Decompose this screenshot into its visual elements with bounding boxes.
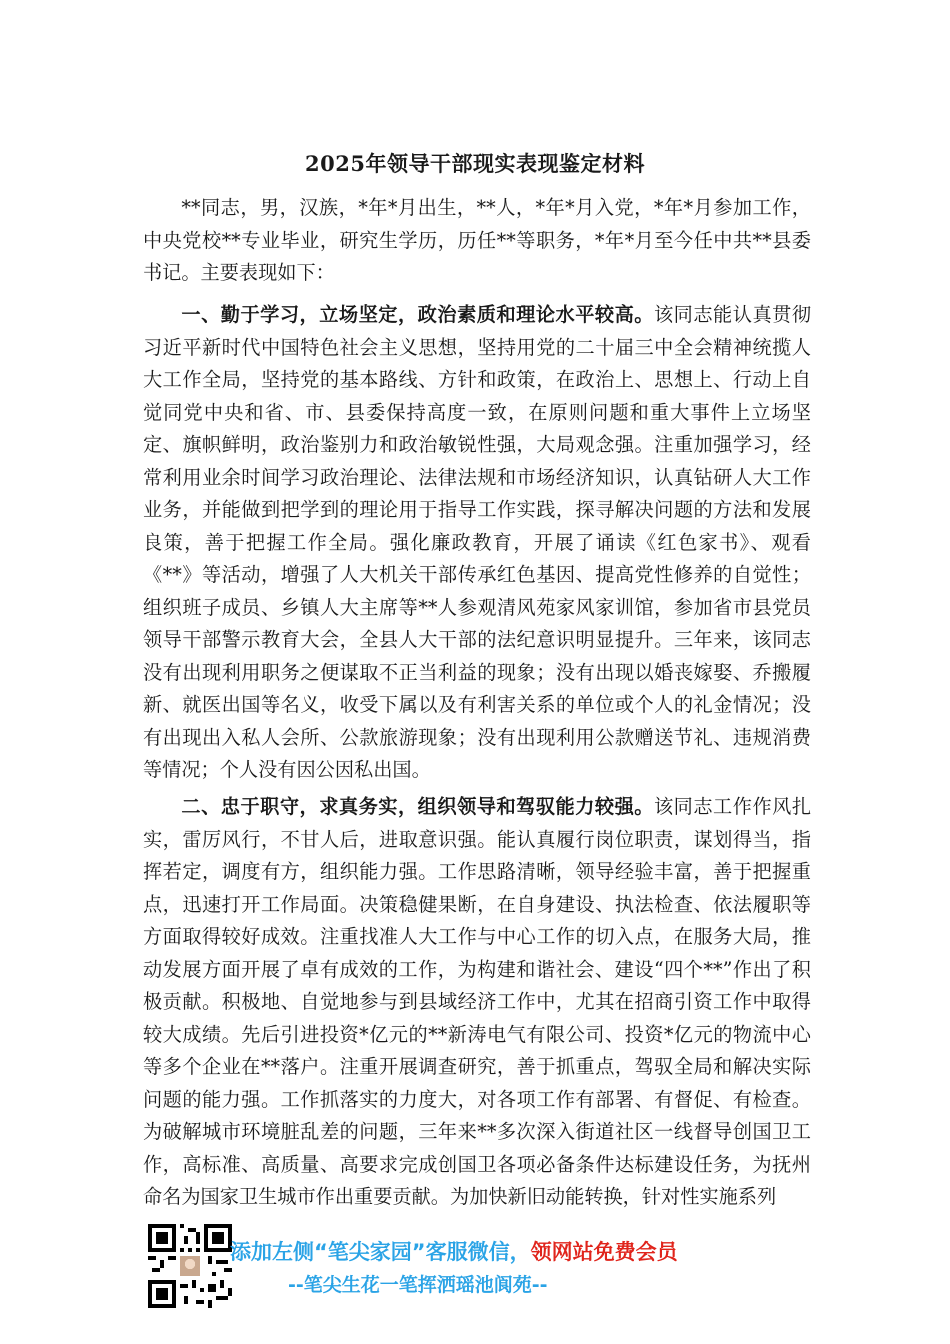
section-2-body: 该同志工作作风扎实，雷厉风行，不甘人后，进取意识强。能认真履行岗位职责，谋划得当，指挥若定，调度有方，组织能力强。工作思路清晰，领导经验丰富，善于把握重点，迅速打开工作局面。决策稳健果断，在自身建设、执法检查、依法履职等方面取得较好成效。注重找准人大工作与中心工作的切入点，在服务大局，推动发展方面开展了卓有成效的工作，为构建和谐社会、建设“四个**”作出了积极贡献。积极地、自觉地参与到县域经济工作中，尤其在招商引资工作中取得较大成绩。先后引进投资*亿元的**新涛电气有限公司、投资*亿元的物流中心等多个企业在**落户。注重开展调查研究，善于抓重点，驾驭全局和解决实际问题的能力强。工作抓落实的力度大，对各项工作有部署、有督促、有检查。为破解城市环境脏乱差的问题，三年来**多次深入街道社区一线督导创国卫工作，高标准、高质量、高要求完成创国卫各项必备条件达标建设任务，为抚州命名为国家卫生城市作出重要贡献。为加快新旧动能转换，针对性实施系列 xyxy=(143,795,812,1208)
promo-line-1 xyxy=(230,1236,678,1266)
promo-footer xyxy=(148,1224,808,1314)
document-title: 2025年领导干部现实表现鉴定材料 xyxy=(305,151,645,176)
promo-line-2: --笔尖生花一笔挥洒瑶池阆苑-- xyxy=(288,1274,548,1296)
section-1-body: 该同志能认真贯彻习近平新时代中国特色社会主义思想，坚持用党的二十届三中全会精神统揽人大工作全局，坚持党的基本路线、方针和政策，在政治上、思想上、行动上自觉同党中央和省、市、县委保持高度一致，在原则问题和重大事件上立场坚定、旗帜鲜明，政治鉴别力和政治敏锐性强，大局观念强。注重加强学习，经常利用业余时间学习政治理论、法律法规和市场经济知识，认真钻研人大工作业务，并能做到把学到的理论用于指导工作实践，探寻解决问题的方法和发展良策，善于把握工作全局。强化廉政教育，开展了诵读《红色家书》、观看《**》等活动，增强了人大机关干部传承红色基因、提高党性修养的自觉性；组织班子成员、乡镇人大主席等**人参观清风苑家风家训馆，参加省市县党员领导干部警示教育大会，全县人大干部的法纪意识明显提升。三年来，该同志没有出现利用职务之便谋取不正当利益的现象；没有出现以婚丧嫁娶、乔搬履新、就医出国等名义，收受下属以及有利害关系的单位或个人的礼金情况；没有出现出入私人会所、公款旅游现象；没有出现利用公款赠送节礼、违规消费等情况；个人没有因公因私出国。 xyxy=(143,303,812,781)
section-1-heading: 一、勤于学习，立场坚定，政治素质和理论水平较高。 xyxy=(181,303,654,326)
section-2-paragraph xyxy=(143,791,811,1214)
section-2-heading: 二、忠于职守，求真务实，组织领导和驾驭能力较强。 xyxy=(181,795,654,818)
promo-line-1-blue: 添加左侧“笔尖家园”客服微信， xyxy=(230,1240,531,1264)
section-1-paragraph xyxy=(143,299,811,787)
qr-code-icon xyxy=(148,1224,232,1308)
promo-line-1-red: 领网站免费会员 xyxy=(530,1240,678,1264)
intro-paragraph: **同志，男，汉族，*年*月出生，**人，*年*月入党，*年*月参加工作，中央党校**专业毕业，研究生学历，历任**等职务，*年*月至今任中共**县委书记。主要表现如下： xyxy=(143,196,811,284)
